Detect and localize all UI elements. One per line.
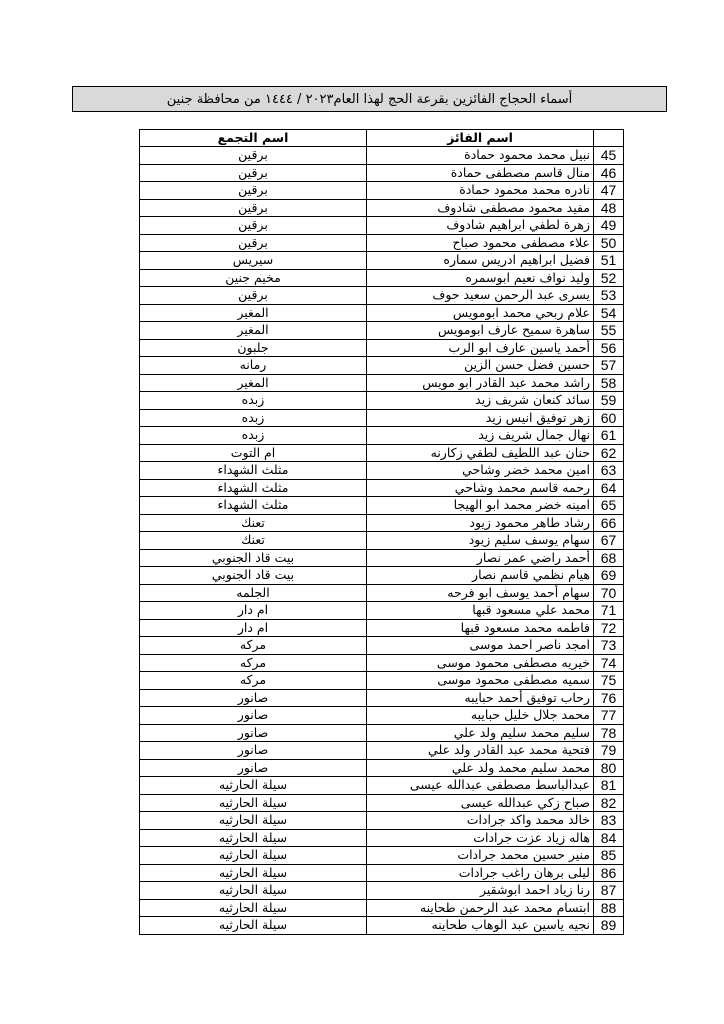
group-name: تعنك — [140, 532, 367, 550]
row-number: 65 — [594, 497, 624, 515]
row-number: 85 — [594, 847, 624, 865]
group-name: ام التوت — [140, 444, 367, 462]
table-row — [140, 724, 624, 742]
group-name: المغير — [140, 374, 367, 392]
table-row — [140, 304, 624, 322]
winner-name: أحمد ياسين عارف ابو الرب — [367, 339, 594, 357]
row-number: 83 — [594, 812, 624, 830]
winner-name: امجد ناصر احمد موسى — [367, 637, 594, 655]
group-name: بيت قاد الجنوبي — [140, 567, 367, 585]
row-number: 61 — [594, 427, 624, 445]
table-row — [140, 287, 624, 305]
header-group-name: اسم التجمع — [140, 130, 367, 147]
table-row — [140, 567, 624, 585]
row-number: 59 — [594, 392, 624, 410]
table-row — [140, 584, 624, 602]
table-row — [140, 847, 624, 865]
group-name: برقين — [140, 217, 367, 235]
winner-name: صباح زكي عبدالله عيسى — [367, 794, 594, 812]
row-number: 82 — [594, 794, 624, 812]
row-number: 86 — [594, 864, 624, 882]
table-row — [140, 462, 624, 480]
document-title: أسماء الحجاج الفائزين بقرعة الحج لهذا العام٢٠٢٣ / ١٤٤٤ من محافظة جنين — [166, 91, 573, 107]
winner-name: محمد علي مسعود قبها — [367, 602, 594, 620]
winner-name: يسرى عبد الرحمن سعيد حوف — [367, 287, 594, 305]
group-name: برقين — [140, 287, 367, 305]
row-number: 55 — [594, 322, 624, 340]
group-name: صانور — [140, 707, 367, 725]
table-row — [140, 269, 624, 287]
winner-name: زهرة لطفي ابراهيم شادوف — [367, 217, 594, 235]
group-name: مخيم جنين — [140, 269, 367, 287]
row-number: 88 — [594, 899, 624, 917]
row-number: 51 — [594, 252, 624, 270]
winner-name: سهام يوسف سليم زيود — [367, 532, 594, 550]
table-row — [140, 182, 624, 200]
winner-name: هيام نظمي قاسم نصار — [367, 567, 594, 585]
winner-name: منير حسين محمد جرادات — [367, 847, 594, 865]
row-number: 48 — [594, 199, 624, 217]
winner-name: أحمد راضي عمر نصار — [367, 549, 594, 567]
winner-name: هاله زياد عزت جرادات — [367, 829, 594, 847]
winner-name: راشد محمد عبد القادر ابو مويس — [367, 374, 594, 392]
winner-name: محمد سليم محمد ولد علي — [367, 759, 594, 777]
winner-name: فتحية محمد عبد القادر ولد علي — [367, 742, 594, 760]
table-row — [140, 899, 624, 917]
row-number: 73 — [594, 637, 624, 655]
winner-name: منال قاسم مصطفى حمادة — [367, 164, 594, 182]
header-winner-name: اسم الفائز — [367, 130, 594, 147]
table-row — [140, 637, 624, 655]
winner-name: علاء مصطفى محمود صباح — [367, 234, 594, 252]
row-number: 76 — [594, 689, 624, 707]
group-name: مثلث الشهداء — [140, 497, 367, 515]
winner-name: حسين فضل حسن الزين — [367, 357, 594, 375]
header-number — [594, 130, 624, 147]
winner-name: وليد نواف نعيم ابوسمره — [367, 269, 594, 287]
winner-name: سليم محمد سليم ولد علي — [367, 724, 594, 742]
winner-name: محمد جلال خليل حبايبه — [367, 707, 594, 725]
group-name: مركه — [140, 672, 367, 690]
winner-name: عبدالباسط مصطفى عبدالله عيسى — [367, 777, 594, 795]
group-name: برقين — [140, 182, 367, 200]
group-name: زبده — [140, 392, 367, 410]
group-name: المغير — [140, 304, 367, 322]
winner-name: ساهرة سميح عارف ابومويس — [367, 322, 594, 340]
group-name: تعنك — [140, 514, 367, 532]
table-row — [140, 479, 624, 497]
row-number: 49 — [594, 217, 624, 235]
table-row — [140, 164, 624, 182]
group-name: سيلة الحارثيه — [140, 812, 367, 830]
table-row — [140, 514, 624, 532]
row-number: 54 — [594, 304, 624, 322]
table-header — [140, 130, 624, 147]
group-name: برقين — [140, 164, 367, 182]
table-row — [140, 357, 624, 375]
row-number: 72 — [594, 619, 624, 637]
row-number: 63 — [594, 462, 624, 480]
row-number: 57 — [594, 357, 624, 375]
winner-name: رحمه قاسم محمد وشاحي — [367, 479, 594, 497]
row-number: 81 — [594, 777, 624, 795]
table-row — [140, 374, 624, 392]
winner-name: نهال جمال شريف زيد — [367, 427, 594, 445]
group-name: الجلمه — [140, 584, 367, 602]
row-number: 69 — [594, 567, 624, 585]
winner-name: خيريه مصطفى محمود موسى — [367, 654, 594, 672]
winner-name: سميه مصطفى محمود موسى — [367, 672, 594, 690]
winner-name: سائد كنعان شريف زيد — [367, 392, 594, 410]
table-row — [140, 444, 624, 462]
table-row — [140, 882, 624, 900]
winner-name: امينه خضر محمد ابو الهيجا — [367, 497, 594, 515]
row-number: 67 — [594, 532, 624, 550]
row-number: 71 — [594, 602, 624, 620]
group-name: سيلة الحارثيه — [140, 899, 367, 917]
row-number: 75 — [594, 672, 624, 690]
winner-name: رشاد طاهر محمود زيود — [367, 514, 594, 532]
table-body — [140, 147, 624, 935]
table-row — [140, 812, 624, 830]
group-name: مثلث الشهداء — [140, 462, 367, 480]
group-name: سيلة الحارثيه — [140, 864, 367, 882]
table-row — [140, 199, 624, 217]
group-name: زبده — [140, 409, 367, 427]
group-name: سيلة الحارثيه — [140, 847, 367, 865]
row-number: 53 — [594, 287, 624, 305]
winner-name: رحاب توفيق أحمد حبايبه — [367, 689, 594, 707]
table-row — [140, 759, 624, 777]
winner-name: نبيل محمد محمود حمادة — [367, 147, 594, 165]
row-number: 74 — [594, 654, 624, 672]
group-name: سيلة الحارثيه — [140, 882, 367, 900]
group-name: مركه — [140, 654, 367, 672]
row-number: 87 — [594, 882, 624, 900]
row-number: 89 — [594, 917, 624, 935]
winner-name: نادره محمد محمود حمادة — [367, 182, 594, 200]
group-name: سيلة الحارثيه — [140, 829, 367, 847]
winner-name: رنا زياد احمد ابوشقير — [367, 882, 594, 900]
winner-name: حنان عبد اللطيف لطفي زكارنه — [367, 444, 594, 462]
row-number: 79 — [594, 742, 624, 760]
table-row — [140, 689, 624, 707]
table-row — [140, 619, 624, 637]
table-row — [140, 497, 624, 515]
row-number: 52 — [594, 269, 624, 287]
group-name: ام دار — [140, 619, 367, 637]
table-row — [140, 427, 624, 445]
table-row — [140, 707, 624, 725]
table-row — [140, 654, 624, 672]
row-number: 56 — [594, 339, 624, 357]
group-name: جلبون — [140, 339, 367, 357]
row-number: 60 — [594, 409, 624, 427]
group-name: سيريس — [140, 252, 367, 270]
group-name: سيلة الحارثيه — [140, 777, 367, 795]
row-number: 80 — [594, 759, 624, 777]
table-row — [140, 532, 624, 550]
table-row — [140, 829, 624, 847]
group-name: صانور — [140, 742, 367, 760]
table-row — [140, 339, 624, 357]
winners-table — [139, 129, 624, 935]
table-row — [140, 252, 624, 270]
row-number: 77 — [594, 707, 624, 725]
group-name: برقين — [140, 147, 367, 165]
table-row — [140, 864, 624, 882]
row-number: 78 — [594, 724, 624, 742]
group-name: صانور — [140, 724, 367, 742]
row-number: 64 — [594, 479, 624, 497]
group-name: رمانه — [140, 357, 367, 375]
group-name: زبده — [140, 427, 367, 445]
winner-name: فاطمه محمد مسعود قبها — [367, 619, 594, 637]
header-row — [140, 130, 624, 147]
row-number: 46 — [594, 164, 624, 182]
group-name: برقين — [140, 199, 367, 217]
group-name: ام دار — [140, 602, 367, 620]
group-name: سيلة الحارثيه — [140, 794, 367, 812]
row-number: 58 — [594, 374, 624, 392]
group-name: برقين — [140, 234, 367, 252]
row-number: 68 — [594, 549, 624, 567]
winner-name: علام ربحي محمد ابومويس — [367, 304, 594, 322]
row-number: 66 — [594, 514, 624, 532]
group-name: بيت قاد الجنوبي — [140, 549, 367, 567]
table-row — [140, 672, 624, 690]
row-number: 47 — [594, 182, 624, 200]
winner-name: سهام أحمد يوسف ابو فرحه — [367, 584, 594, 602]
document-title-bar — [72, 86, 667, 112]
winner-name: زهر توفيق انيس زيد — [367, 409, 594, 427]
table-row — [140, 549, 624, 567]
winner-name: مفيد محمود مصطفى شادوف — [367, 199, 594, 217]
table-row — [140, 742, 624, 760]
row-number: 50 — [594, 234, 624, 252]
group-name: سيلة الحارثيه — [140, 917, 367, 935]
row-number: 70 — [594, 584, 624, 602]
row-number: 84 — [594, 829, 624, 847]
table-row — [140, 234, 624, 252]
group-name: مركه — [140, 637, 367, 655]
winner-name: فضيل ابراهيم ادريس سماره — [367, 252, 594, 270]
group-name: المغير — [140, 322, 367, 340]
row-number: 62 — [594, 444, 624, 462]
winner-name: امين محمد خضر وشاحي — [367, 462, 594, 480]
winner-name: خالد محمد واكد جرادات — [367, 812, 594, 830]
table-row — [140, 147, 624, 165]
table-row — [140, 392, 624, 410]
winner-name: نجيه ياسين عبد الوهاب طحاينه — [367, 917, 594, 935]
table-row — [140, 409, 624, 427]
table-row — [140, 602, 624, 620]
table-row — [140, 217, 624, 235]
table-row — [140, 322, 624, 340]
group-name: صانور — [140, 759, 367, 777]
winner-name: ابتسام محمد عبد الرحمن طحاينه — [367, 899, 594, 917]
row-number: 45 — [594, 147, 624, 165]
group-name: صانور — [140, 689, 367, 707]
table-row — [140, 917, 624, 935]
table-row — [140, 794, 624, 812]
group-name: مثلث الشهداء — [140, 479, 367, 497]
winner-name: ليلى برهان راغب جرادات — [367, 864, 594, 882]
table-row — [140, 777, 624, 795]
